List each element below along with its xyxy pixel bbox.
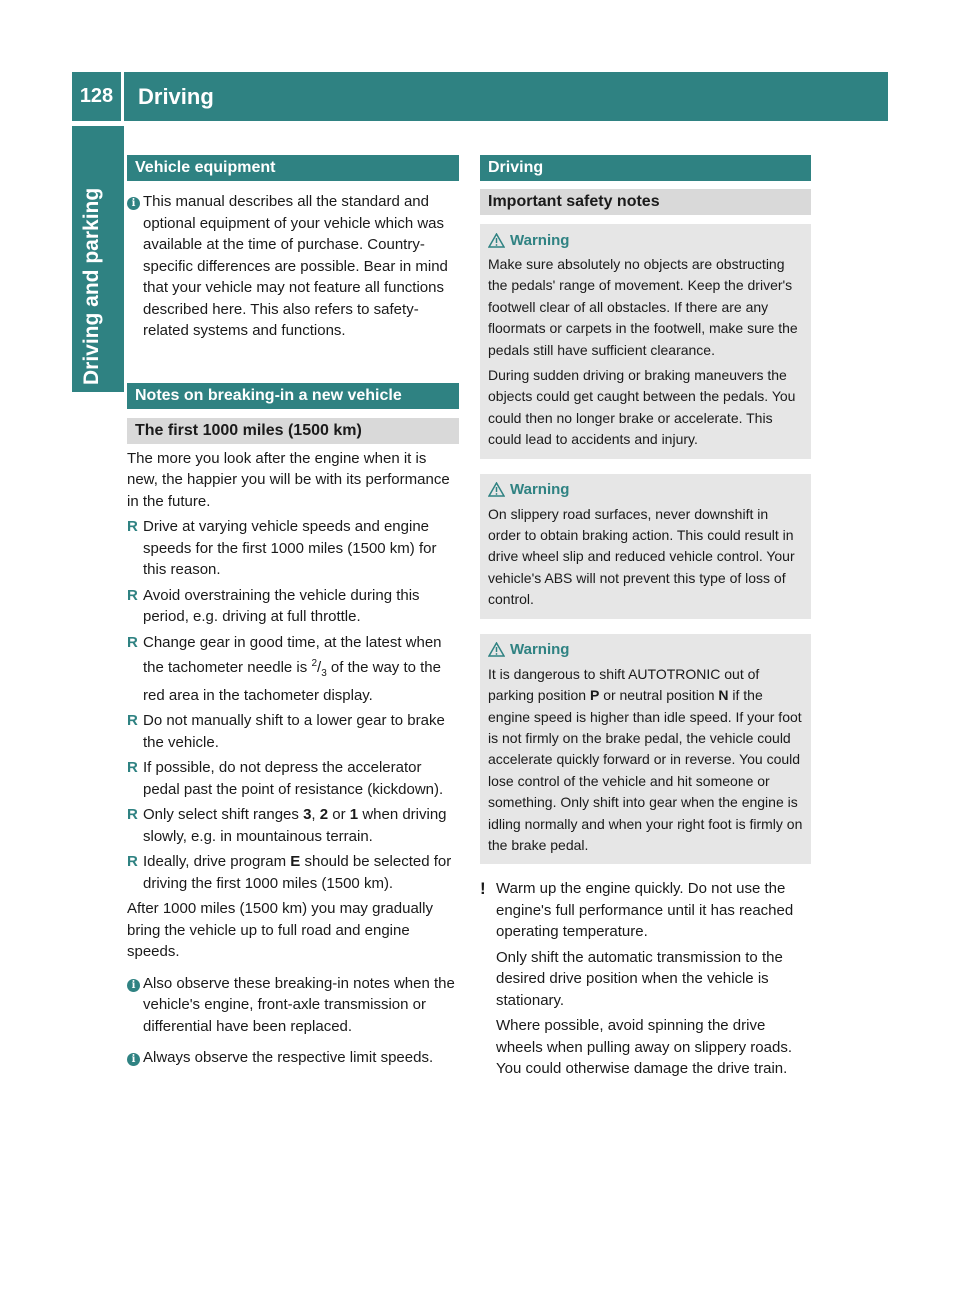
- right-column: [480, 155, 811, 1080]
- info-note-limit-speeds: i Always observe the respective limit speeds.: [127, 1047, 459, 1069]
- intro-paragraph: The more you look after the engine when it is new, the happier you will be with its performance in the future.: [127, 449, 450, 510]
- exclamation-icon: !: [480, 879, 486, 899]
- bullet-icon: R: [127, 633, 138, 651]
- list-item: R Drive at varying vehicle speeds and engine speeds for the first 1000 miles (1500 km) for this reason.: [127, 516, 459, 581]
- section-title-vehicle-equipment: Vehicle equipment: [127, 155, 459, 181]
- after-paragraph: After 1000 miles (1500 km) you may gradually bring the vehicle up to full road and engine speeds.: [127, 900, 433, 960]
- bullet-icon: R: [127, 586, 138, 604]
- bullet-icon: R: [127, 712, 138, 729]
- section-title-driving: Driving: [480, 155, 811, 181]
- info-note-replaced: i Also observe these breaking-in notes when the vehicle's engine, front-axle transmission or differential have been replaced.: [127, 973, 459, 1038]
- warning-triangle-icon: [488, 233, 505, 248]
- bullet-icon: R: [127, 759, 138, 776]
- bullet-icon: R: [127, 853, 138, 870]
- side-tab-label: Driving and parking: [80, 187, 103, 385]
- bullet-icon: R: [127, 518, 138, 535]
- left-column: [127, 155, 459, 1069]
- warning-box-autotronic: [480, 634, 811, 865]
- warning-text: During sudden driving or braking maneuvers the objects could get caught between the pedals. You could then no longer brake or accelerate. This could lead to accidents and injury.: [488, 367, 796, 448]
- subsection-title-safety-notes: Important safety notes: [480, 189, 811, 215]
- warning-label: Warning: [510, 231, 570, 249]
- list-item: R Change gear in good time, at the latest when the tachometer needle is $^2/_3$ of the way to the red area in the tachometer display.: [127, 632, 459, 707]
- info-icon: i: [127, 1053, 140, 1066]
- page-number: 128: [72, 72, 124, 121]
- warning-text: It is dangerous to shift AUTOTRONIC out of parking position P or neutral position N if the engine speed is higher than idle speed. If your foot is not firmly on the brake pedal, the vehicle could accelerate quickly forward or in reverse. You could lose control of the vehicle and hit someone or something. Only shift into gear when the engine is idling normally and when your right foot is firmly on the brake pedal.: [488, 665, 803, 853]
- list-item: R Only select shift ranges 3, 2 or 1 when driving slowly, e.g. in mountainous terrain.: [127, 804, 459, 847]
- warning-text: Make sure absolutely no objects are obstructing the pedals' range of movement. Keep the driver's footwell clear of all obstacles. If there are any floormats or carpets in the footwell, make sure the pedals still have sufficient clearance.: [488, 256, 798, 358]
- warning-box-downshift: [480, 474, 811, 619]
- list-item: R Do not manually shift to a lower gear to brake the vehicle.: [127, 710, 459, 753]
- bullet-icon: R: [127, 806, 138, 823]
- warning-text: On slippery road surfaces, never downshift in order to obtain braking action. This could result in drive wheel slip and reduced vehicle control. Your vehicle's ABS will not prevent this type of loss of control.: [488, 505, 795, 608]
- section-title-breaking-in: Notes on breaking-in a new vehicle: [127, 383, 459, 409]
- warning-triangle-icon: [488, 642, 505, 657]
- list-item: R Avoid overstraining the vehicle during this period, e.g. driving at full throttle.: [127, 585, 459, 628]
- page-title: Driving: [138, 83, 214, 109]
- warning-triangle-icon: [488, 482, 505, 497]
- warning-label: Warning: [510, 481, 570, 499]
- warning-label: Warning: [510, 641, 570, 659]
- info-icon: i: [127, 979, 140, 992]
- caution-note: ! Warm up the engine quickly. Do not use the engine's full performance until it has reached operating temperature. Only shift the automatic transmission to the desired drive position when the vehicle is stationary. Where possible, avoid spinning the drive wheels when pulling away on slippery roads. You could otherwise damage the drive train.: [480, 878, 811, 1080]
- subsection-title-first-miles: The first 1000 miles (1500 km): [127, 418, 459, 444]
- info-note-equipment: i This manual describes all the standard and optional equipment of your vehicle which was available at the time of purchase. Country-specific differences are possible. Bear in mind that your vehicle may not feature all functions described here. This also refers to safety-related systems and functions.: [127, 191, 459, 342]
- warning-box-pedals: [480, 224, 811, 459]
- info-icon: i: [127, 197, 140, 210]
- page-header: [72, 72, 888, 121]
- fraction-two-thirds: $^2/_3$: [311, 658, 327, 679]
- list-item: R If possible, do not depress the accelerator pedal past the point of resistance (kickdown).: [127, 757, 459, 800]
- list-item: R Ideally, drive program E should be selected for driving the first 1000 miles (1500 km).: [127, 851, 459, 894]
